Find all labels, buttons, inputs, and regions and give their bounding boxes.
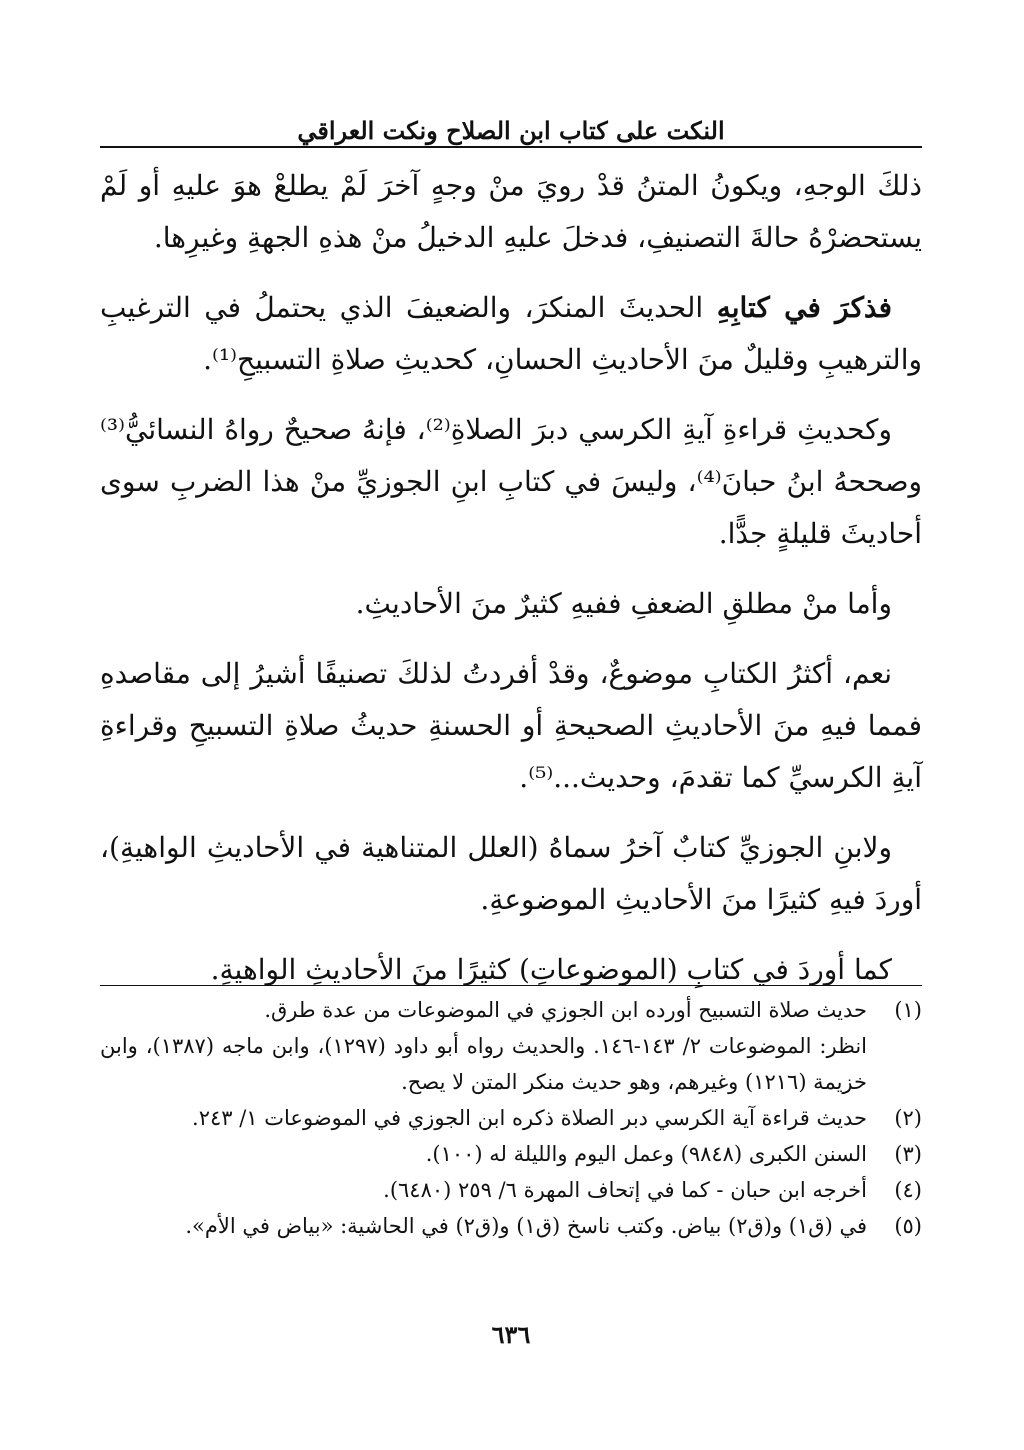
footnote-line: في (ق١) و(ق٢) بياض. وكتب ناسخ (ق١) و(ق٢) في الحاشية: «بياض في الأم». bbox=[185, 1214, 867, 1238]
running-header: النكت على كتاب ابن الصلاح ونكت العراقي bbox=[297, 116, 725, 145]
footnote-line: السنن الكبرى (٩٨٤٨) وعمل اليوم والليلة له (١٠٠). bbox=[425, 1142, 867, 1166]
footnote-number: (٤) bbox=[894, 1178, 922, 1202]
footnote-rule bbox=[100, 985, 922, 986]
paragraph-5 bbox=[100, 648, 922, 804]
footnote-4 bbox=[100, 1172, 922, 1208]
footnote-number: (٣) bbox=[894, 1142, 922, 1166]
footnote-line: حديث قراءة آية الكرسي دبر الصلاة ذكره ابن الجوزي في الموضوعات ١/ ٢٤٣. bbox=[192, 1106, 867, 1130]
document-page bbox=[100, 0, 922, 1450]
footnote-number: (١) bbox=[894, 998, 922, 1022]
paragraph-7 bbox=[100, 944, 922, 996]
paragraph-5-text: نعم، أكثرُ الكتابِ موضوعٌ، وقدْ أفردتُ لذلكَ تصنيفًا أشيرُ إلى مقاصدهِ فمما فيهِ منَ الأحاديثِ الصحيحةِ أو الحسنةِ حديثُ صلاةِ التسبيحِ وقراءةِ آيةِ الكرسيِّ كما تقدمَ، وحديث...⁽⁵⁾. bbox=[100, 657, 922, 794]
footnotes bbox=[100, 992, 922, 1244]
footnote-1 bbox=[100, 992, 922, 1100]
footnote-number: (٢) bbox=[894, 1106, 922, 1130]
footnote-3 bbox=[100, 1136, 922, 1172]
footnote-line: حديث صلاة التسبيح أورده ابن الجوزي في الموضوعات من عدة طرق. bbox=[264, 998, 867, 1022]
page-number: ٦٣٦ bbox=[491, 1320, 531, 1349]
paragraph-4-text: وأما منْ مطلقِ الضعفِ ففيهِ كثيرٌ منَ الأحاديثِ. bbox=[355, 587, 892, 620]
paragraph-6 bbox=[100, 822, 922, 926]
body-text bbox=[100, 160, 922, 1014]
paragraph-6-text: ولابنِ الجوزيِّ كتابٌ آخرُ سماهُ (العلل المتناهية في الأحاديثِ الواهيةِ)، أوردَ فيهِ كثيرًا منَ الأحاديثِ الموضوعةِ. bbox=[100, 831, 922, 916]
footnote-2 bbox=[100, 1100, 922, 1136]
footnote-line: أخرجه ابن حبان - كما في إتحاف المهرة ٦/ ٢٥٩ (٦٤٨٠). bbox=[383, 1178, 867, 1202]
paragraph-2-lead: فذكرَ في كتابِهِ bbox=[716, 291, 892, 324]
paragraph-4 bbox=[100, 578, 922, 630]
footnote-number: (٥) bbox=[894, 1214, 922, 1238]
paragraph-2-text: الحديثَ المنكرَ، والضعيفَ الذي يحتملُ في الترغيبِ والترهيبِ وقليلٌ منَ الأحاديثِ الحسانِ، كحديثِ صلاةِ التسبيحِ⁽¹⁾. bbox=[100, 291, 922, 376]
paragraph-1-text: ذلكَ الوجهِ، ويكونُ المتنُ قدْ رويَ منْ وجهٍ آخرَ لَمْ يطلعْ هوَ عليهِ أو لَمْ يستحضرْهُ حالةَ التصنيفِ، فدخلَ عليهِ الدخيلُ منْ هذهِ الجهةِ وغيرِها. bbox=[100, 169, 922, 254]
footnote-5 bbox=[100, 1208, 922, 1244]
footnote-line: انظر: الموضوعات ٢/ ١٤٣-١٤٦. والحديث رواه أبو داود (١٢٩٧)، وابن ماجه (١٣٨٧)، وابن خزيمة (١٢١٦) وغيرهم، وهو حديث منكر المتن لا يصح. bbox=[100, 1034, 867, 1094]
header-rule bbox=[100, 146, 922, 148]
paragraph-2 bbox=[100, 282, 922, 386]
paragraph-3-text: وكحديثِ قراءةِ آيةِ الكرسي دبرَ الصلاةِ⁽²⁾، فإنهُ صحيحٌ رواهُ النسائيُّ⁽³⁾ وصححهُ ابنُ حبانَ⁽⁴⁾، وليسَ في كتابِ ابنِ الجوزيِّ منْ هذا الضربِ سوى أحاديثَ قليلةٍ جدًّا. bbox=[100, 413, 922, 550]
paragraph-1 bbox=[100, 160, 922, 264]
paragraph-3 bbox=[100, 404, 922, 560]
paragraph-7-text: كما أوردَ في كتابِ (الموضوعاتِ) كثيرًا منَ الأحاديثِ الواهيةِ. bbox=[210, 953, 892, 986]
